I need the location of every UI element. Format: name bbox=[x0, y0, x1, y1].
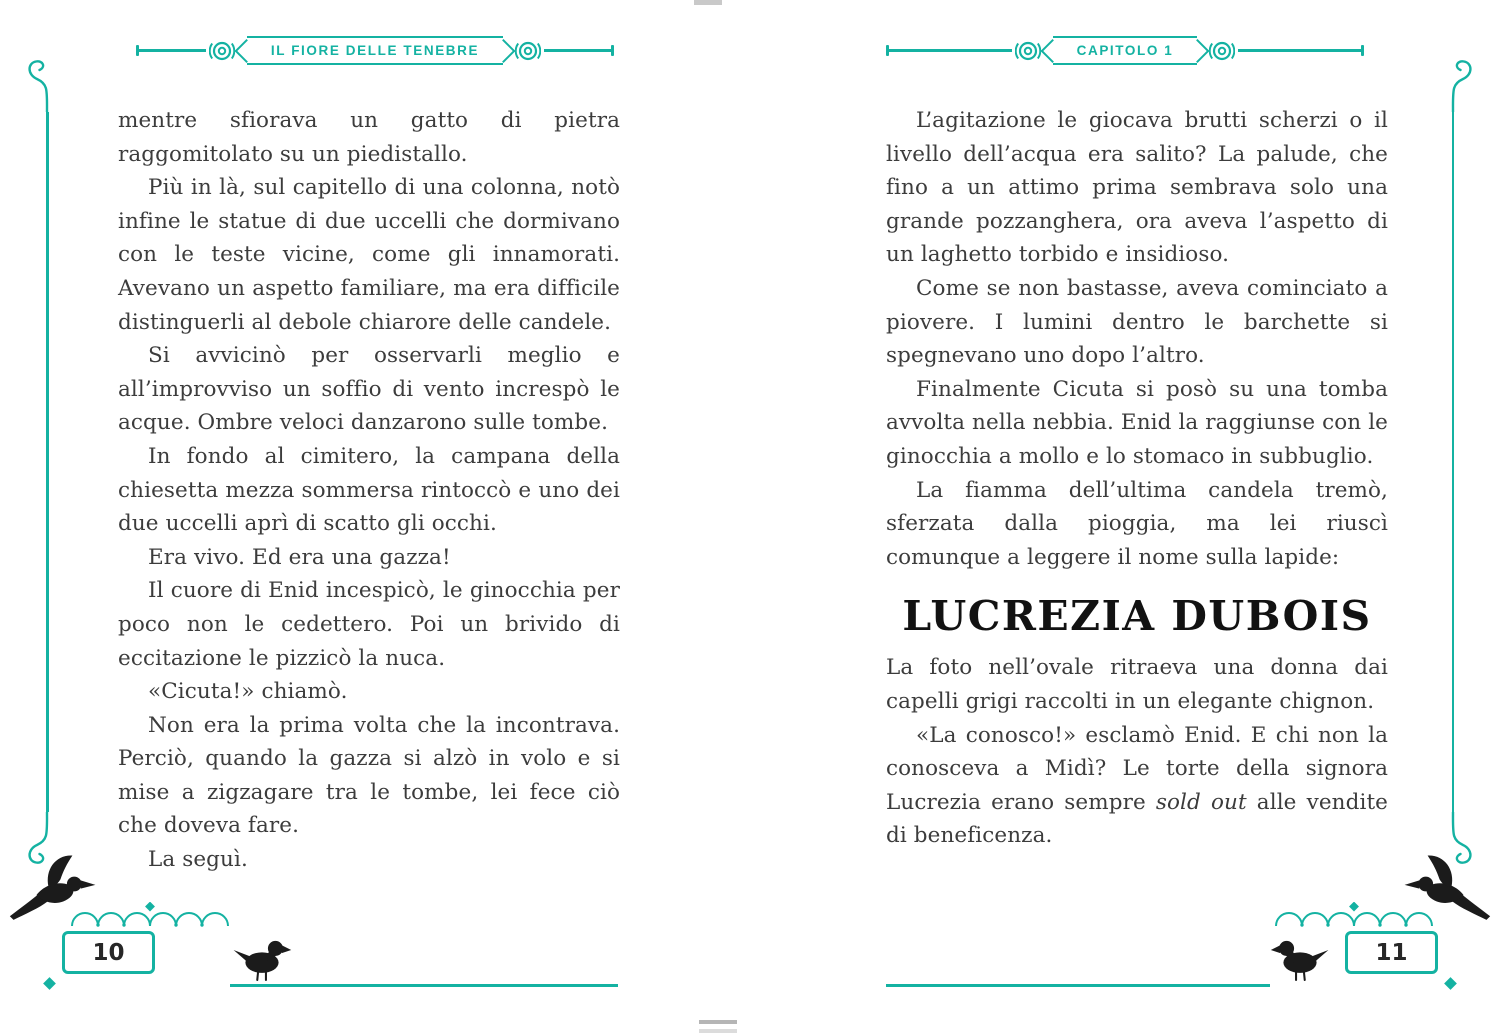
header-circle-ornament-icon bbox=[209, 38, 235, 64]
header-rule bbox=[889, 49, 1012, 52]
corner-flourish-icon bbox=[23, 54, 63, 112]
paragraph: In fondo al cimitero, la campana della chiesetta mezza sommersa rintoccò e uno dei due uccelli aprì di scatto gli occhi. bbox=[118, 443, 620, 537]
corner-flourish-icon bbox=[1437, 54, 1477, 112]
footer-diamond-icon bbox=[43, 977, 56, 990]
paragraph: «Cicuta!» chiamò. bbox=[148, 679, 348, 705]
tombstone-name-heading: LUCREZIA DUBOIS bbox=[902, 592, 1372, 641]
book-title: IL FIORE DELLE TENEBRE bbox=[270, 43, 480, 58]
footer-rule bbox=[230, 984, 618, 987]
text-column-left bbox=[118, 104, 620, 877]
header-end-tick-icon bbox=[1361, 45, 1364, 56]
page-number-box bbox=[1345, 931, 1438, 974]
page-number: 11 bbox=[1375, 939, 1408, 966]
header-circle-ornament-icon bbox=[515, 38, 541, 64]
paragraph-text: «La conosco!» esclamò Enid. E chi non la conosceva a Midì? Le torte della signora Lucrezia erano sempre bbox=[886, 722, 1388, 815]
paragraph: La foto nell’ovale ritraeva una donna dai capelli grigi raccolti in un elegante chignon. bbox=[886, 655, 1388, 714]
right-page bbox=[750, 0, 1500, 1036]
paragraph: Più in là, sul capitello di una colonna, notò infine le statue di due uccelli che dormivano con le teste vicine, come gli innamorati. Avevano un aspetto familiare, ma era difficile distinguerli al debole chiarore delle candele. bbox=[118, 175, 620, 335]
paragraph: Il cuore di Enid incespicò, le ginocchia per poco non le cedettero. Poi un brivido di eccitazione le pizzicò la nuca. bbox=[118, 578, 620, 671]
header-end-tick-icon bbox=[611, 45, 614, 56]
page-number-box bbox=[62, 931, 155, 974]
chapter-title: CAPITOLO 1 bbox=[1076, 43, 1174, 58]
paragraph: La seguì. bbox=[148, 847, 248, 873]
lace-ornament-icon bbox=[70, 902, 230, 928]
paragraph: Era vivo. Ed era una gazza! bbox=[148, 544, 451, 570]
side-border-rule bbox=[46, 112, 49, 812]
page-number: 10 bbox=[92, 939, 125, 966]
header-banner bbox=[1053, 36, 1198, 65]
print-mark bbox=[699, 1029, 737, 1033]
paragraph-text: alle vendite di beneficenza. bbox=[886, 789, 1389, 849]
header-circle-ornament-icon bbox=[1209, 38, 1235, 64]
crow-standing-icon bbox=[1270, 924, 1330, 987]
paragraph: Come se non bastasse, aveva cominciato a piovere. I lumini dentro le barchette si spegnevano uno dopo l’altro. bbox=[886, 275, 1388, 369]
header-rule bbox=[139, 49, 206, 52]
crow-standing-icon bbox=[232, 924, 292, 987]
footer-diamond-icon bbox=[1444, 977, 1457, 990]
header-rule bbox=[544, 49, 611, 52]
side-border-rule bbox=[1452, 112, 1455, 812]
header-circle-ornament-icon bbox=[1015, 38, 1041, 64]
header-banner bbox=[247, 36, 503, 65]
text-column-right bbox=[886, 104, 1388, 853]
running-head-right bbox=[886, 36, 1364, 65]
paragraph: mentre sfiorava un gatto di pietra raggomitolato su un piedistallo. bbox=[118, 108, 620, 167]
paragraph: Non era la prima volta che la incontrava. Perciò, quando la gazza si alzò in volo e si mise a zigzagare tra le tombe, lei fece ciò che doveva fare. bbox=[118, 712, 620, 839]
print-mark bbox=[699, 1020, 737, 1024]
paragraph: Finalmente Cicuta si posò su una tomba avvolta nella nebbia. Enid la raggiunse con le ginocchia a mollo e lo stomaco in subbuglio. bbox=[886, 376, 1388, 469]
paragraph bbox=[886, 719, 1388, 853]
running-head-left bbox=[136, 36, 614, 65]
footer-rule bbox=[886, 984, 1270, 987]
paragraph: Si avvicinò per osservarli meglio e all’improvviso un soffio di vento increspò le acque. Ombre veloci danzarono sulle tombe. bbox=[118, 343, 620, 436]
italic-text: sold out bbox=[1155, 789, 1247, 815]
header-rule bbox=[1238, 49, 1361, 52]
paragraph: L’agitazione le giocava brutti scherzi o il livello dell’acqua era salito? La palude, che fino a un attimo prima sembrava solo una grande pozzanghera, ora aveva l’aspetto di un laghetto torbido e insidioso. bbox=[886, 108, 1388, 268]
print-mark bbox=[694, 0, 722, 5]
paragraph: La fiamma dell’ultima candela tremò, sferzata dalla pioggia, ma lei riuscì comunque a leggere il nome sulla lapide: bbox=[886, 477, 1388, 570]
